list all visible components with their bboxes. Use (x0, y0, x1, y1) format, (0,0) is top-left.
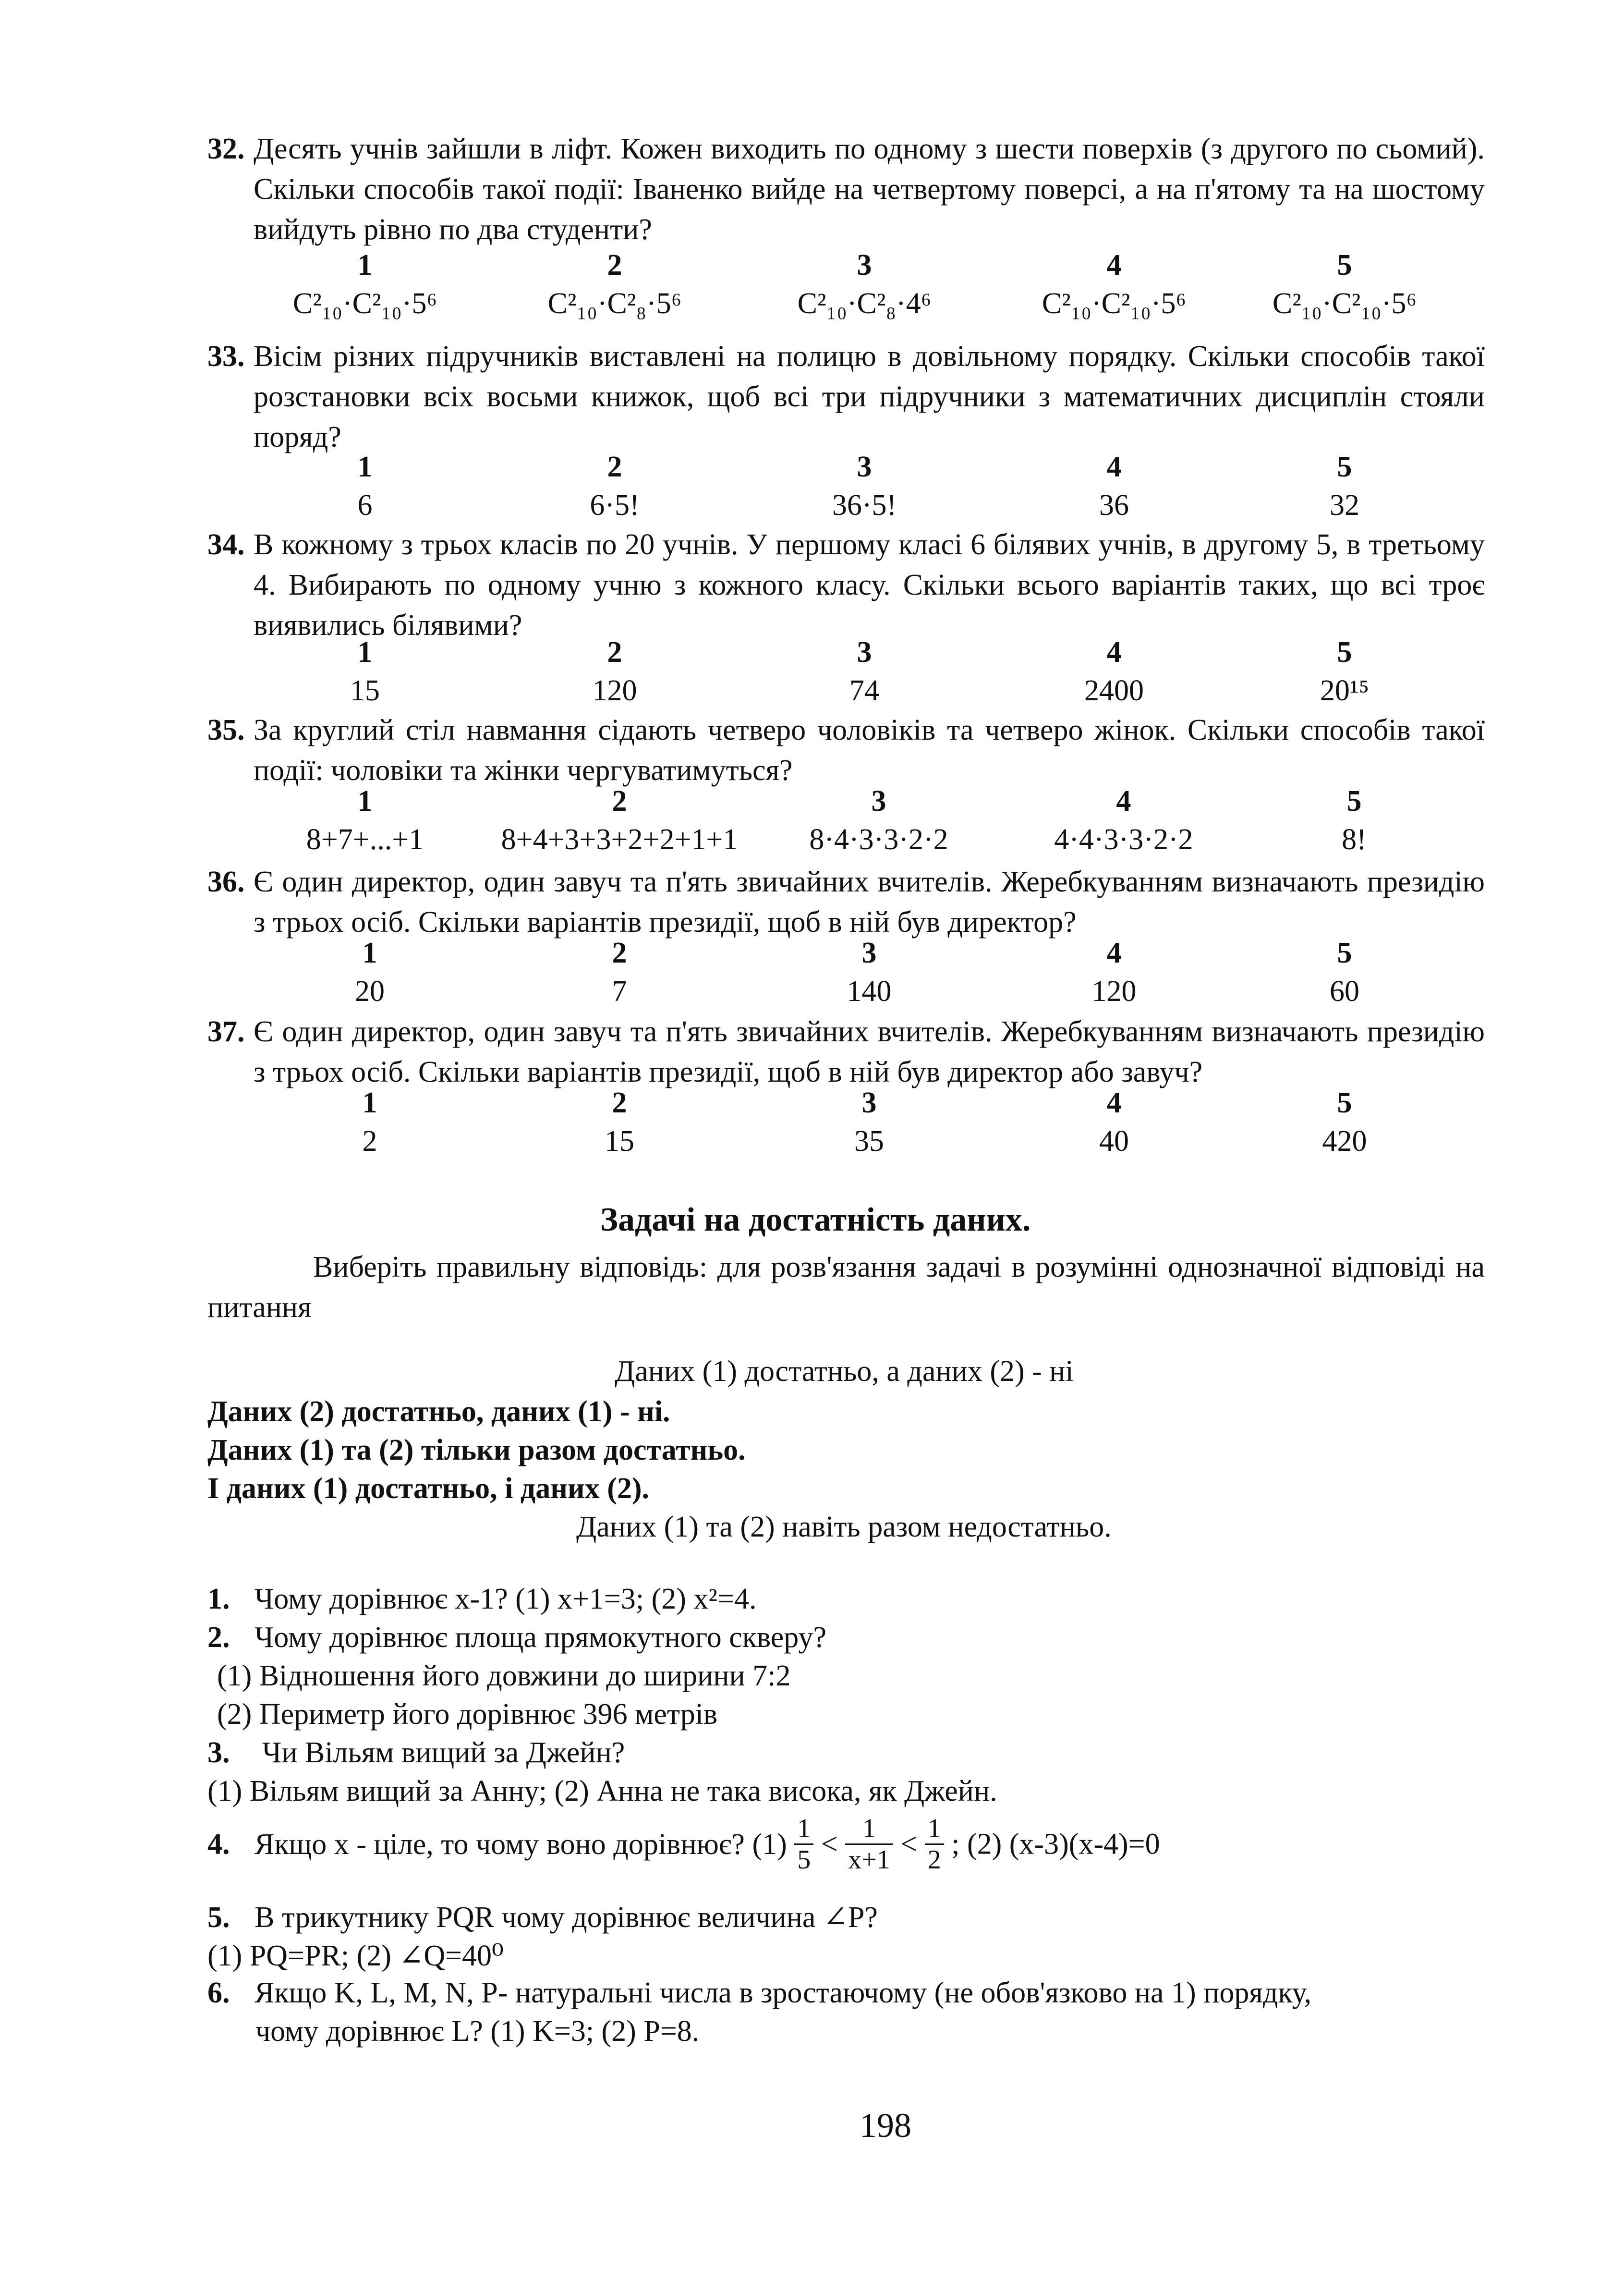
task-text: Чому дорівнює x-1? (1) x+1=3; (2) x²=4. (255, 1583, 757, 1615)
question-number: 37. (207, 1015, 245, 1048)
option: 3 36·5! (832, 451, 897, 522)
task-number: 1. (207, 1583, 230, 1615)
option: 4 2400 (1084, 636, 1144, 707)
option: 5 420 (1322, 1086, 1367, 1158)
option: 2 15 (605, 1086, 634, 1158)
question-33 (207, 336, 1485, 457)
task-6-conditions: чому дорівнює L? (1) K=3; (2) P=8. (255, 2015, 700, 2048)
option: 3 140 (847, 937, 892, 1008)
option: 2 7 (612, 937, 627, 1008)
section-title: Задачі на достатність даних. (600, 1201, 1031, 1238)
task-number: 3. (207, 1736, 230, 1769)
question-32 (207, 129, 1485, 250)
question-34 (207, 525, 1485, 646)
question-number: 34. (207, 528, 245, 561)
question-number: 36. (207, 866, 245, 898)
task-number: 4. (207, 1828, 230, 1861)
question-37 (207, 1012, 1485, 1092)
option: 5 C²₁₀·C²₁₀·5⁶ (1272, 249, 1417, 320)
task-1 (207, 1582, 756, 1616)
task-text: В трикутнику PQR чому дорівнює величина ∠P? (255, 1901, 878, 1934)
option: 4 36 (1099, 451, 1129, 522)
task-2-condition-1: (1) Відношення його довжини до ширини 7:2 (217, 1659, 791, 1692)
task-4 (207, 1814, 1160, 1875)
option: 3 74 (849, 636, 879, 707)
section-intro: Виберіть правильну відповідь: для розв'язання задачі в розумінні однозначної відповіді на питання (207, 1251, 1485, 1324)
task-text: ; (2) (x-3)(x-4)=0 (951, 1828, 1160, 1861)
less-than-sign: < (821, 1828, 838, 1861)
option: 2 C²₁₀·C²₈·5⁶ (547, 249, 682, 320)
task-3 (207, 1736, 625, 1770)
option: 5 20¹⁵ (1320, 636, 1369, 707)
option: 1 2 (362, 1086, 377, 1158)
answer-option-4: І даних (1) достатньо, і даних (2). (207, 1472, 650, 1505)
task-3-conditions: (1) Вільям вищий за Анну; (2) Анна не така висока, як Джейн. (207, 1775, 997, 1807)
less-than-sign: < (900, 1828, 918, 1861)
option: 3 35 (854, 1086, 884, 1158)
fraction: $\frac{1}{2}$ (925, 1814, 944, 1875)
task-number: 2. (207, 1621, 230, 1654)
task-text: Чому дорівнює площа прямокутного скверу? (255, 1621, 826, 1654)
option: 4 120 (1091, 937, 1137, 1008)
answer-option-3: Даних (1) та (2) тільки разом достатньо. (207, 1434, 746, 1466)
option: 1 20 (355, 937, 385, 1008)
option: 4 4·4·3·3·2·2 (1054, 785, 1193, 856)
task-text: Чи Вільям вищий за Джейн? (262, 1736, 625, 1769)
task-5-conditions: (1) PQ=PR; (2) ∠Q=40⁰ (207, 1940, 504, 1972)
option: 4 40 (1099, 1086, 1129, 1158)
option: 1 6 (357, 451, 373, 522)
question-text: Є один директор, один завуч та п'ять звичайних вчителів. Жеребкуванням визначають президію з трьох осіб. Скільки варіантів президії, щоб в ній був директор? (254, 866, 1485, 939)
question-number: 35. (207, 714, 245, 746)
question-36 (207, 862, 1485, 942)
option: 3 8·4·3·3·2·2 (809, 785, 948, 856)
option: 2 120 (592, 636, 637, 707)
task-text: Якщо x - ціле, то чому воно дорівнює? (1) (255, 1828, 787, 1861)
task-number: 6. (207, 1977, 230, 2009)
option: 1 8+7+...+1 (306, 785, 424, 856)
task-text: Якщо K, L, M, N, P- натуральні числа в зростаючому (не обов'язково на 1) порядку, (255, 1977, 1311, 2009)
question-text: Є один директор, один завуч та п'ять звичайних вчителів. Жеребкуванням визначають президію з трьох осіб. Скільки варіантів президії, щоб в ній був директор або завуч? (254, 1015, 1485, 1088)
task-2-condition-2: (2) Периметр його дорівнює 396 метрів (217, 1698, 718, 1731)
option: 2 6·5! (590, 451, 640, 522)
option: 3 C²₁₀·C²₈·4⁶ (797, 249, 932, 320)
answer-option-1: Даних (1) достатньо, а даних (2) - ні (615, 1355, 1074, 1388)
option: 1 15 (350, 636, 380, 707)
task-number: 5. (207, 1901, 230, 1934)
option: 5 8! (1342, 785, 1367, 856)
question-text: В кожному з трьох класів по 20 учнів. У першому класі 6 білявих учнів, в другому 5, в третьому 4. Вибирають по одному учню з кожного класу. Скільки всього варіантів таких, що всі троє виявились білявими? (254, 528, 1485, 642)
fraction: $\frac{1}{5}$ (794, 1814, 813, 1875)
option: 4 C²₁₀·C²₁₀·5⁶ (1042, 249, 1187, 320)
question-number: 32. (207, 133, 245, 165)
task-6 (207, 1976, 1311, 2010)
question-text: Десять учнів зайшли в ліфт. Кожен виходить по одному з шести поверхів (з другого по сьомий). Скільки способів такої події: Іваненко вийде на четвертому поверсі, а на п'ятому та на шостому вийдуть рівно по два студенти? (254, 133, 1485, 246)
answer-option-2: Даних (2) достатньо, даних (1) - ні. (207, 1395, 670, 1428)
answer-option-5: Даних (1) та (2) навіть разом недостатньо. (576, 1511, 1112, 1543)
question-35 (207, 710, 1485, 791)
option: 2 8+4+3+3+2+2+1+1 (501, 785, 738, 856)
task-5 (207, 1899, 878, 1935)
option: 1 C²₁₀·C²₁₀·5⁶ (292, 249, 437, 320)
question-text: За круглий стіл навмання сідають четверо чоловіків та четверо жінок. Скільки способів такої події: чоловіки та жінки чергуватимуться? (254, 714, 1485, 787)
fraction: $\frac{1}{x+1}$ (845, 1814, 893, 1875)
page-number: 198 (860, 2106, 911, 2145)
question-number: 33. (207, 340, 245, 373)
option: 5 32 (1330, 451, 1359, 522)
task-2 (207, 1621, 826, 1655)
question-text: Вісім різних підручників виставлені на полицю в довільному порядку. Скільки способів такої розстановки всіх восьми книжок, щоб всі три підручники з математичних дисциплін стояли поряд? (254, 340, 1485, 453)
option: 5 60 (1330, 937, 1359, 1008)
